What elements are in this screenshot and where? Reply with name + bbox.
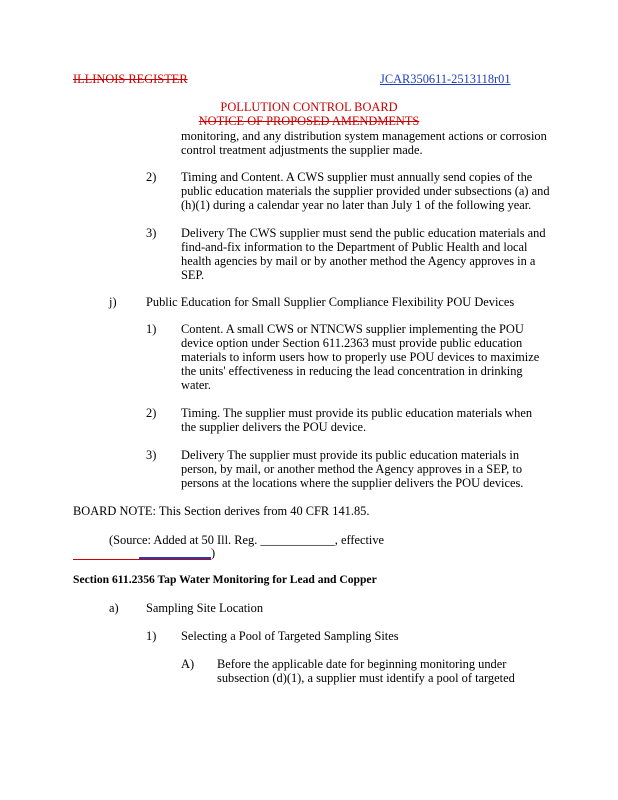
text-line: the units' effectiveness in reducing the lead concentration in drinking xyxy=(181,364,523,378)
notice-title: NOTICE OF PROPOSED AMENDMENTS xyxy=(198,114,420,128)
text-line: materials to inform users how to properly use POU devices to maximize xyxy=(181,350,540,364)
item-label: A) xyxy=(181,657,195,671)
text-line: Timing. The supplier must provide its public education materials when xyxy=(181,406,533,420)
text-line: the supplier delivers the POU device. xyxy=(181,420,367,434)
text-line: Delivery The supplier must provide its public education materials in xyxy=(181,448,520,462)
text-line: device option under Section 611.2363 must provide public education xyxy=(181,336,523,350)
subsection-heading: Sampling Site Location xyxy=(146,601,264,615)
text-line: find-and-fix information to the Department of Public Health and local xyxy=(181,240,528,254)
text-line: health agencies by mail or by another method the Agency approves in a xyxy=(181,254,536,268)
item-label: 1) xyxy=(146,322,157,336)
source-date-blank xyxy=(73,559,211,560)
item-timing xyxy=(181,406,532,434)
source-close: ) xyxy=(211,546,216,560)
continuation-text xyxy=(181,129,547,157)
document-id: JCAR350611-2513118r01 xyxy=(380,72,511,86)
item-content xyxy=(181,322,539,392)
item-label: 1) xyxy=(146,629,157,643)
register-title: ILLINOIS REGISTER xyxy=(73,72,188,86)
text-line: Content. A small CWS or NTNCWS supplier implementing the POU xyxy=(181,322,524,336)
text-line: subsection (d)(1), a supplier must identify a pool of targeted xyxy=(217,671,515,685)
board-note: BOARD NOTE: This Section derives from 40 CFR 141.85. xyxy=(73,504,370,518)
text-line: public education materials the supplier provided under subsections (a) and xyxy=(181,184,550,198)
section-heading: Section 611.2356 Tap Water Monitoring for Lead and Copper xyxy=(73,573,377,586)
text-line: control treatment adjustments the supplier made. xyxy=(181,143,423,157)
item-delivery-pou xyxy=(181,448,523,490)
text-line: Timing and Content. A CWS supplier must annually send copies of the xyxy=(181,170,533,184)
item-before-date xyxy=(217,657,515,685)
item-label: 3) xyxy=(146,448,157,462)
item-timing-content xyxy=(181,170,550,212)
source-date-blank-insert xyxy=(139,557,211,559)
text-line: water. xyxy=(181,378,211,392)
item-heading: Selecting a Pool of Targeted Sampling Sites xyxy=(181,629,399,643)
source-note: (Source: Added at 50 Ill. Reg. ____________, effective xyxy=(109,533,385,547)
text-line: SEP. xyxy=(181,268,205,282)
item-label: 2) xyxy=(146,406,157,420)
subsection-label: j) xyxy=(109,295,117,309)
item-delivery xyxy=(181,226,546,282)
subsection-heading: Public Education for Small Supplier Compliance Flexibility POU Devices xyxy=(146,295,515,309)
subsection-label: a) xyxy=(109,601,119,615)
text-line: Before the applicable date for beginning monitoring under xyxy=(217,657,507,671)
text-line: Delivery The CWS supplier must send the public education materials and xyxy=(181,226,546,240)
text-line: person, by mail, or another method the Agency approves in a SEP, to xyxy=(181,462,523,476)
text-line: persons at the locations where the supplier delivers the POU devices. xyxy=(181,476,524,490)
agency-name: POLLUTION CONTROL BOARD xyxy=(220,100,398,114)
item-label: 2) xyxy=(146,170,157,184)
item-label: 3) xyxy=(146,226,157,240)
text-line: monitoring, and any distribution system management actions or corrosion xyxy=(181,129,547,143)
text-line: (h)(1) during a calendar year no later than July 1 of the following year. xyxy=(181,198,532,212)
